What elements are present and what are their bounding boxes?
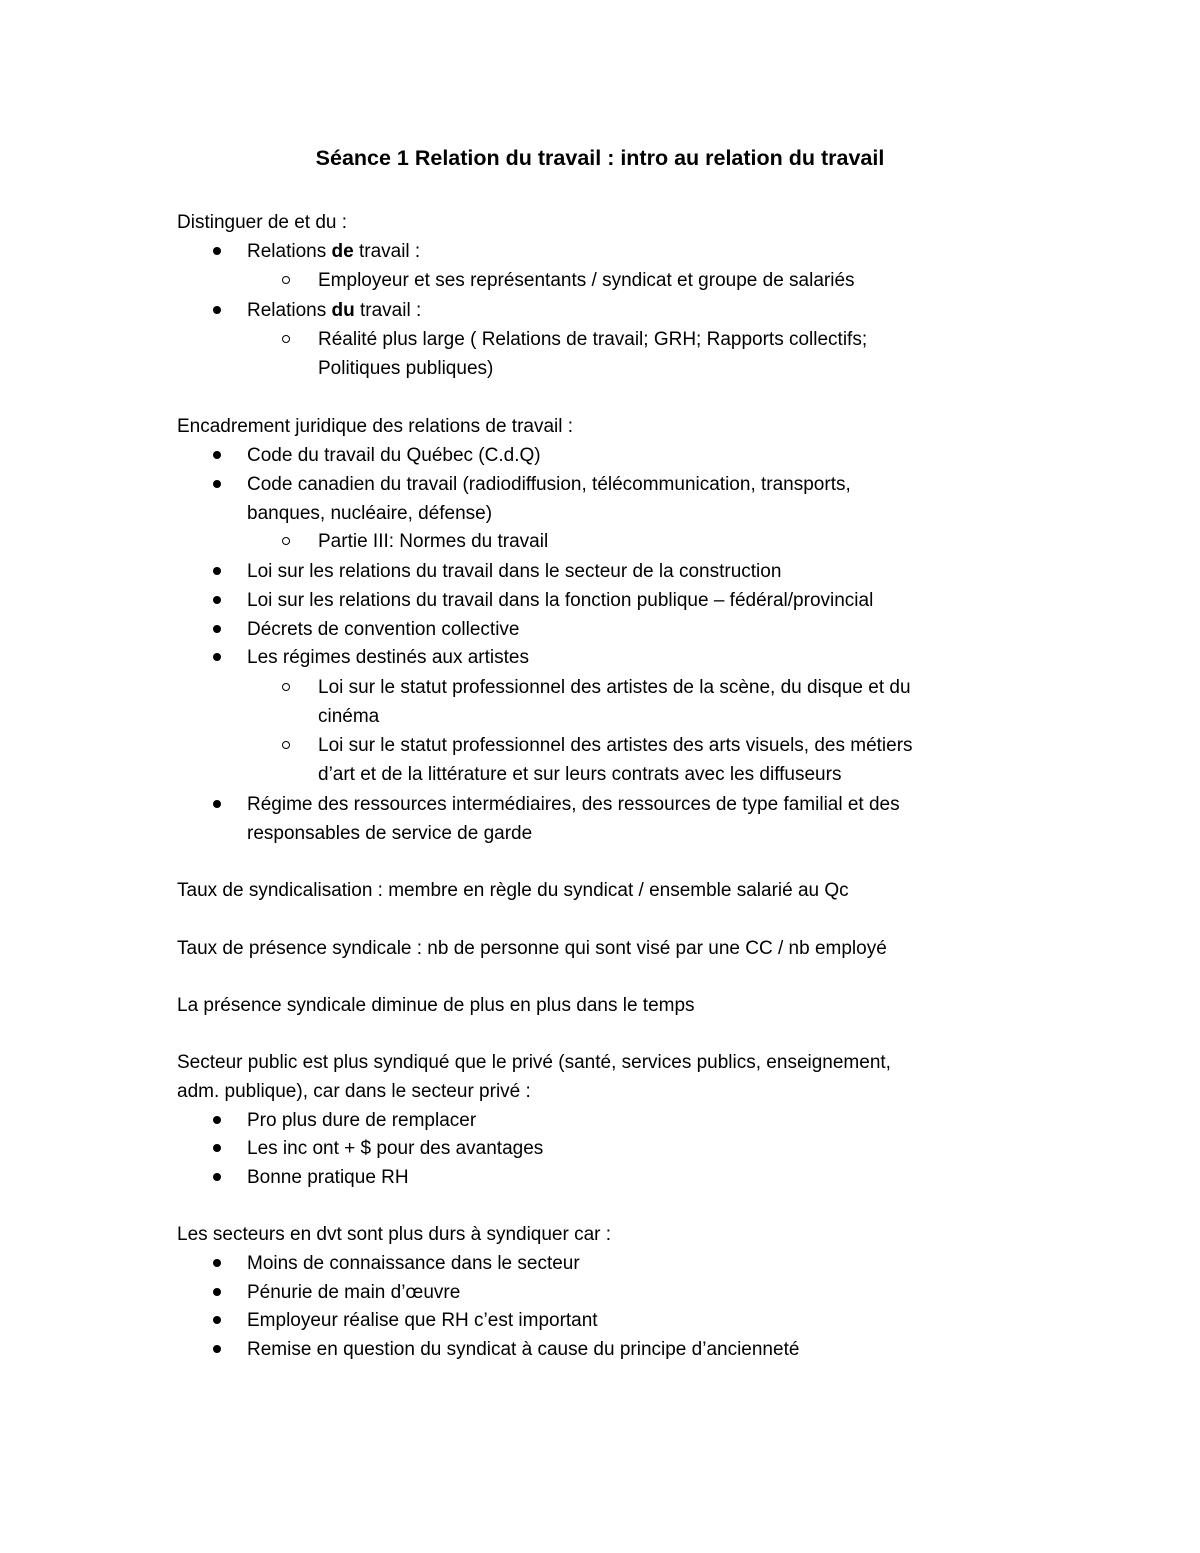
paragraph-presence-diminue: La présence syndicale diminue de plus en plus dans le temps <box>177 995 695 1016</box>
list-item: Pénurie de main d’œuvre <box>247 1282 461 1303</box>
section-heading-encadrement: Encadrement juridique des relations de travail : <box>177 416 574 437</box>
bullet-icon <box>213 653 221 661</box>
sub-list-item-continuation: Politiques publiques) <box>318 358 494 379</box>
sub-bullet-icon <box>282 741 290 749</box>
list-item: Pro plus dure de remplacer <box>247 1110 477 1131</box>
bullet-icon <box>213 596 221 604</box>
section-heading-distinguer: Distinguer de et du : <box>177 212 348 233</box>
list-item: Bonne pratique RH <box>247 1167 409 1188</box>
list-item-continuation: banques, nucléaire, défense) <box>247 503 493 524</box>
bullet-icon <box>213 1316 221 1324</box>
bullet-icon <box>213 1116 221 1124</box>
sub-bullet-icon <box>282 276 290 284</box>
sub-bullet-icon <box>282 335 290 343</box>
list-item: Loi sur les relations du travail dans la fonction publique – fédéral/provincial <box>247 590 874 611</box>
sub-list-item-continuation: cinéma <box>318 706 380 727</box>
list-item: Les inc ont + $ pour des avantages <box>247 1138 544 1159</box>
list-item: Régime des ressources intermédiaires, des ressources de type familial et des <box>247 794 900 815</box>
bullet-icon <box>213 1144 221 1152</box>
bullet-icon <box>213 451 221 459</box>
list-item-relations-de-travail: Relations de travail : <box>247 241 421 262</box>
bullet-icon <box>213 567 221 575</box>
list-item: Décrets de convention collective <box>247 619 520 640</box>
sub-list-item: Partie III: Normes du travail <box>318 531 549 552</box>
sub-list-item-continuation: d’art et de la littérature et sur leurs contrats avec les diffuseurs <box>318 764 842 785</box>
paragraph-taux-syndicalisation: Taux de syndicalisation : membre en règle du syndicat / ensemble salarié au Qc <box>177 880 849 901</box>
list-item: Moins de connaissance dans le secteur <box>247 1253 580 1274</box>
bullet-icon <box>213 480 221 488</box>
bullet-icon <box>213 247 221 255</box>
bullet-icon <box>213 1288 221 1296</box>
list-item: Les régimes destinés aux artistes <box>247 647 529 668</box>
list-item: Code du travail du Québec (C.d.Q) <box>247 445 541 466</box>
bullet-icon <box>213 625 221 633</box>
sub-list-item: Loi sur le statut professionnel des artistes des arts visuels, des métiers <box>318 735 913 756</box>
paragraph-secteur-public-continuation: adm. publique), car dans le secteur privé : <box>177 1081 531 1102</box>
sub-list-item: Employeur et ses représentants / syndicat et groupe de salariés <box>318 270 855 291</box>
sub-bullet-icon <box>282 537 290 545</box>
list-item-continuation: responsables de service de garde <box>247 823 533 844</box>
list-item: Loi sur les relations du travail dans le secteur de la construction <box>247 561 782 582</box>
bullet-icon <box>213 1173 221 1181</box>
paragraph-taux-presence: Taux de présence syndicale : nb de personne qui sont visé par une CC / nb employé <box>177 938 887 959</box>
list-item-relations-du-travail: Relations du travail : <box>247 300 422 321</box>
list-item: Code canadien du travail (radiodiffusion, télécommunication, transports, <box>247 474 851 495</box>
bullet-icon <box>213 800 221 808</box>
sub-bullet-icon <box>282 683 290 691</box>
bullet-icon <box>213 1259 221 1267</box>
list-item: Remise en question du syndicat à cause du principe d’ancienneté <box>247 1339 800 1360</box>
page-title: Séance 1 Relation du travail : intro au relation du travail <box>315 146 885 170</box>
bullet-icon <box>213 306 221 314</box>
sub-list-item: Réalité plus large ( Relations de travail; GRH; Rapports collectifs; <box>318 329 868 350</box>
bullet-icon <box>213 1345 221 1353</box>
paragraph-secteur-public: Secteur public est plus syndiqué que le privé (santé, services publics, enseignement, <box>177 1052 891 1073</box>
sub-list-item: Loi sur le statut professionnel des artistes de la scène, du disque et du <box>318 677 911 698</box>
section-heading-secteurs-dvt: Les secteurs en dvt sont plus durs à syndiquer car : <box>177 1224 612 1245</box>
list-item: Employeur réalise que RH c’est important <box>247 1310 598 1331</box>
